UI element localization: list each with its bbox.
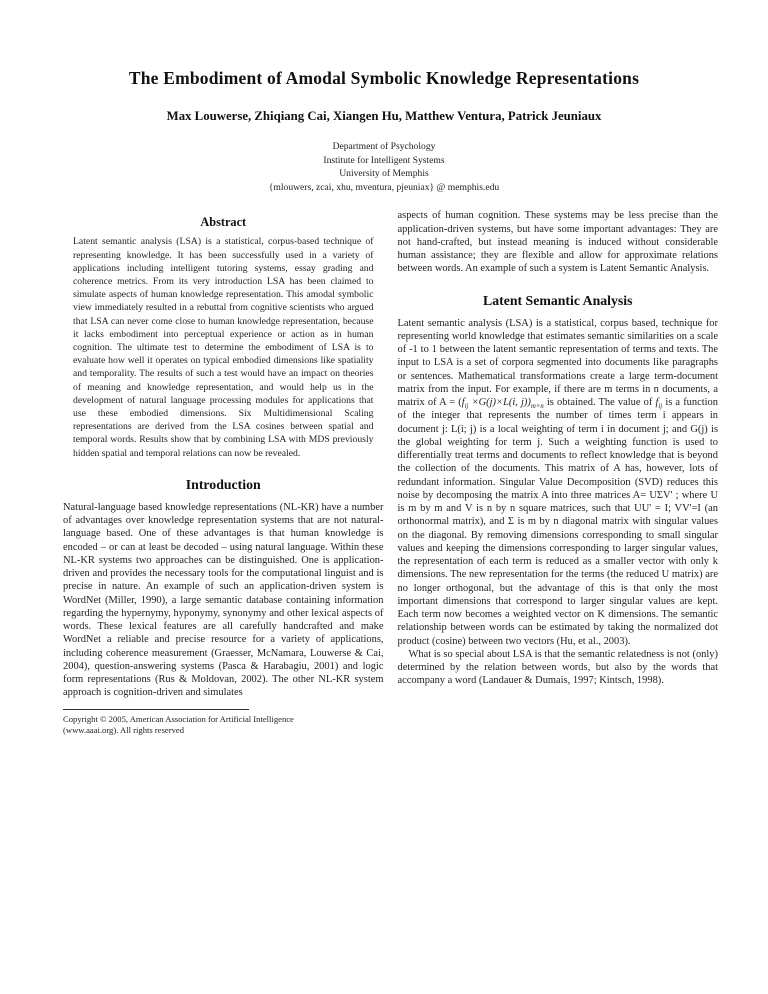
affiliation-university: University of Memphis bbox=[339, 168, 429, 180]
matrix-formula-f-subscript: ij bbox=[464, 403, 469, 411]
affiliation-institute: Institute for Intelligent Systems bbox=[323, 154, 445, 166]
introduction-text: Natural-language based knowledge representations (NL-KR) have a number of advantages over knowledge representation systems that are not natural-language based. One of these advantages is that human knowledge is encoded – or can at least be decoded – using natural language. Within these NL-KR systems two approaches can be distinguished. One is application-driven and provides the necessary tools for the computational linguist and is precise in nature. An example of such an application-driven system is WordNet (Miller, 1990), a large semantic database containing information regarding the hypernymy, hyponymy, synonymy and other lexical aspects of words. These lexical features are all carefully handcrafted and make WordNet a reliable and precise resource for a variety of applications, including coherence measurement (Graesser, McNamara, Louwerse & Cai, 2004), question-answering systems (Pasca & Harabagiu, 2001) and logic form representations (Rus & Moldovan, 2002). The other NL-KR system approach is cognition-driven and simulates bbox=[63, 501, 384, 699]
lsa-p1-pre: Latent semantic analysis (LSA) is a statistical, corpus based, technique for representing world knowledge that estimates semantic similarities on a scale of -1 to 1 between the latent semantic representation of terms and texts. The input to LSA is a set of corpora segmented into documents like paragraphs or sentences. Mathematical transformations create a large term-document matrix from the input. For example, if there are m terms in n documents, a matrix of A = ( bbox=[397, 317, 718, 409]
footnote-rule bbox=[63, 709, 249, 710]
lsa-p1-post: is a function of the integer that represents the number of times term i appears in document j: L(i; j) is a local weighting of term i in document j; and G(j) is the global weighting for term j. Such a weighting function is used to differentially treat terms and documents to reflect knowledge that is beyond the collection of the documents. This matrix of A has, however, lots of redundant information. Singular Value Decomposition (SVD) reduces this noise by decomposing the matrix A into three matrices A= UΣV' ; where U is m by m and V is n by n square matrices, such that UU' = I; VV'=I (an orthonormal matrix), and Σ is m by n diagonal matrix with singular values on the diagonal. By removing dimensions corresponding to small singular values and keeping the dimensions corresponding to larger singular values, the representation of each term is reduced as a smaller vector with only k dimensions. The new representation for the terms (the reduced U matrix) are no longer orthogonal, but the advantage of this is that only the most important dimensions that correspond to larger singular values are kept. Each term now becomes a weighted vector on K dimensions. The semantic relationship between words can be estimated by taking the normalized dot product (cosine) between two vectors (Hu, et al., 2003). bbox=[397, 397, 718, 647]
introduction-heading: Introduction bbox=[185, 476, 261, 492]
fij-variable: f bbox=[655, 397, 659, 409]
authors-line: Max Louwerse, Zhiqiang Cai, Xiangen Hu, Matthew Ventura, Patrick Jeuniaux bbox=[166, 109, 602, 123]
affiliation-department: Department of Psychology bbox=[332, 141, 436, 152]
abstract-heading: Abstract bbox=[200, 215, 247, 230]
fij-variable-subscript: ij bbox=[658, 403, 663, 411]
introduction-continuation-text: aspects of human cognition. These systems may be less precise than the application-driven systems, but have some important advantages: They are not hand-crafted, but instead meaning is induced without considerable human assistance; they are flexible and allow for approximate relations between words. An example of such a system is Latent Semantic Analysis. bbox=[397, 210, 718, 275]
footnote-line-2: (www.aaai.org). All rights reserved bbox=[63, 725, 184, 736]
footnote-line-1: Copyright © 2005, American Association for Artificial Intelligence bbox=[63, 713, 294, 724]
lsa-p1-mid: is obtained. The value of bbox=[543, 397, 656, 409]
matrix-formula-f: f bbox=[461, 397, 465, 409]
two-column-body bbox=[63, 209, 718, 737]
affiliation-emails: {mlouwers, zcai, xhu, mventura, pjeuniax} @ memphis.edu bbox=[268, 181, 500, 193]
left-column bbox=[63, 209, 384, 737]
right-column bbox=[398, 209, 719, 737]
lsa-paragraph-2: What is so special about LSA is that the semantic relatedness is not (only) determined by the relation between words, but also by the words that accompany a word (Landauer & Dumais, 1997; Kintsch, 1998). bbox=[397, 648, 718, 687]
matrix-formula-body: ×G(j)×L(i, j)) bbox=[468, 397, 531, 409]
paper-header bbox=[0, 0, 768, 194]
lsa-section-heading: Latent Semantic Analysis bbox=[483, 292, 633, 308]
abstract-text: Latent semantic analysis (LSA) is a statistical, corpus-based technique of representing knowledge. It has been successfully used in a variety of applications including intelligent tutoring systems, essay grading and coherence metrics. From its very introduction LSA has been claimed to simulate aspects of human knowledge representation. This amodal symbolic view immediately resulted in a rebuttal from cognitive scientists who argued that LSA can never come close to human knowledge representation, because it lacks embodiment into perceptual experience or action as in human cognition. The ultimate test to determine the embodiment of LSA is to evaluate how well it operates on typical embodied dimensions like spatiality and temporality. The results of such a test would have an impact on theories of meaning and knowledge representation, and would help us in the development of natural language processing modules for applications that use these embodied dimensions. Six Multidimensional Scaling representations are derived from the LSA cosines between spatial and temporal words. Results show that by combining LSA with MDS previously hidden spatial and temporal relations can now be revealed. bbox=[73, 236, 374, 459]
copyright-footnote bbox=[63, 709, 384, 738]
lsa-paragraph-1 bbox=[398, 317, 719, 648]
matrix-formula-dimensions-subscript: m×n bbox=[530, 403, 544, 411]
affiliation-block bbox=[0, 140, 768, 194]
page-title: The Embodiment of Amodal Symbolic Knowledge Representations bbox=[128, 68, 640, 88]
